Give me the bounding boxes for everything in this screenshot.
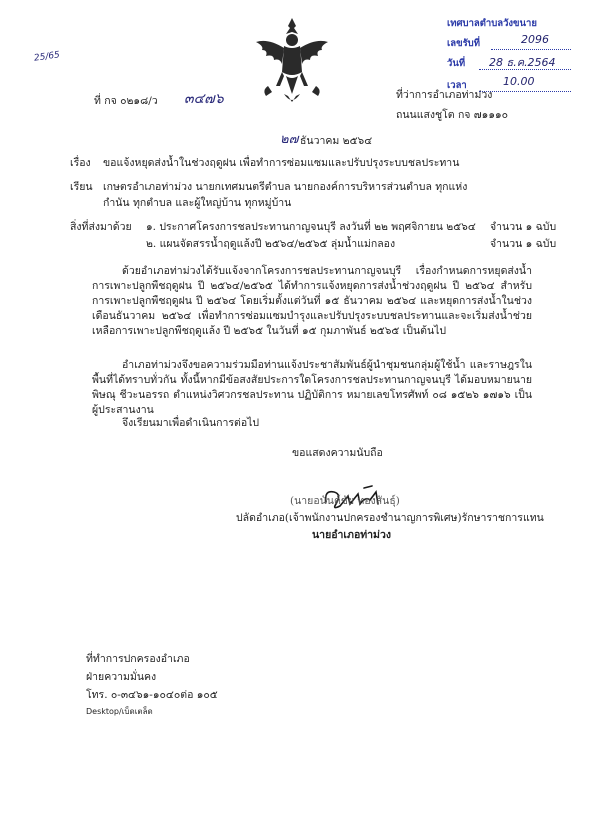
enclosure-item-1-qty: จำนวน ๑ ฉบับ (490, 221, 557, 233)
footer-section: ฝ่ายความมั่นคง (86, 671, 157, 683)
stamp-receive-no-label: เลขรับที่ (447, 38, 480, 49)
signature-position-1: ปลัดอำเภอ(เจ้าพนักงานปกครองชำนาญการพิเศษ)รักษาราชการแทน (236, 512, 544, 524)
signature-position-2: นายอำเภอท่าม่วง (312, 529, 392, 541)
doc-number-handwritten: ๓๔๗๖ (184, 91, 224, 107)
stamp-time-value: 10.00 (503, 75, 535, 88)
enclosure-item-1: ๑. ประกาศโครงการชลประทานกาญจนบุรี ลงวันที่ ๒๒ พฤศจิกายน ๒๕๖๔ (146, 221, 476, 233)
document-date: ธันวาคม ๒๕๖๔ (300, 135, 373, 147)
body-paragraph-3: จึงเรียนมาเพื่อดำเนินการต่อไป (122, 417, 260, 429)
footer-department: ที่ทำการปกครองอำเภอ (86, 653, 190, 665)
doc-number-label: ที่ กจ ๐๒๑๘/ว (94, 95, 158, 107)
body-paragraph-1: ด้วยอำเภอท่าม่วงได้รับแจ้งจากโครงการชลประทานกาญจนบุรี เรื่องกำหนดการหยุดส่งน้ำการเพาะปลูกพืชฤดูฝน ปี ๒๕๖๔/๒๕๖๕ ได้ทำการแจ้งหยุดการส่งน้ำช่วงฤดูฝน ปี ๒๕๖๔ สำหรับการเพาะปลูกพืชฤดูฝน ปี ๒๕๖๔ โดยเริ่มตั้งแต่วันที่ ๑๕ ธันวาคม ๒๕๖๔ และหยุดการส่งน้ำในช่วงเดือนธันวาคม ๒๕๖๔ เพื่อทำการซ่อมแซมบำรุงและปรับปรุงระบบชลประทานและจะเริ่มส่งน้ำช่วยเหลือการเพาะปลูกพืชฤดูแล้ง ปี ๒๕๖๕ ในวันที่ ๑๕ กุมภาพันธ์ ๒๕๖๕ เป็นต้นไป (92, 265, 532, 337)
office-address-line2: ถนนแสงชูโต กจ ๗๑๑๑๐ (396, 109, 509, 121)
footer-file-path: Desktop/เบ็ดเตล็ด (86, 707, 153, 716)
subject-label: เรื่อง (70, 157, 91, 169)
receive-stamp (447, 16, 573, 96)
enclosure-item-2-qty: จำนวน ๑ ฉบับ (490, 238, 557, 250)
date-day-handwritten: ๒๗ (280, 132, 299, 147)
office-address-line1: ที่ว่าการอำเภอท่าม่วง (396, 89, 493, 101)
enclosure-item-2: ๒. แผนจัดสรรน้ำฤดูแล้งปี ๒๕๖๔/๒๕๖๕ ลุ่มน้ำแม่กลอง (146, 238, 396, 250)
signature-closing: ขอแสดงความนับถือ (292, 447, 383, 459)
corner-handwritten-note: 25/65 (33, 50, 61, 64)
stamp-receive-no-value: 2096 (521, 33, 549, 46)
subject-text: ขอแจ้งหยุดส่งน้ำในช่วงฤดูฝน เพื่อทำการซ่อมแซมและปรับปรุงระบบชลประทาน (103, 157, 460, 169)
recipient-label: เรียน (70, 181, 93, 193)
recipient-line2: กำนัน ทุกตำบล และผู้ใหญ่บ้าน ทุกหมู่บ้าน (103, 197, 292, 209)
body-paragraph-2: อำเภอท่าม่วงจึงขอความร่วมมือท่านแจ้งประชาสัมพันธ์ผู้นำชุมชนกลุ่มผู้ใช้น้ำ และราษฎรในพื้นที่ได้ทราบทั่วกัน ทั้งนี้หากมีข้อสงสัยประการใดโครงการชลประทานกาญจนบุรี ได้มอบหมายนายพิษณุ ชีวะนอรรถ ตำแหน่งวิศวกรชลประทาน ปฏิบัติการ หมายเลขโทรศัพท์ ๐๘ ๑๕๒๖ ๑๗๑๖ เป็นผู้ประสานงาน (92, 359, 532, 416)
stamp-org: เทศบาลตำบลวังขนาย (447, 18, 537, 29)
signature-name: (นายอนันต์ชัย ทองสันธุ์) (290, 495, 400, 507)
recipient-line1: เกษตรอำเภอท่าม่วง นายกเทศมนตรีตำบล นายกองค์การบริหารส่วนตำบล ทุกแห่ง (103, 181, 468, 193)
garuda-emblem-icon (254, 16, 330, 108)
enclosures-label: สิ่งที่ส่งมาด้วย (70, 221, 132, 233)
stamp-date-value: 28 ธ.ค.2564 (489, 56, 556, 69)
stamp-date-label: วันที่ (447, 58, 466, 69)
stamp-time-label: เวลา (447, 80, 467, 91)
footer-phone: โทร. ๐-๓๔๖๑-๑๐๔๐ต่อ ๑๐๕ (86, 689, 218, 701)
